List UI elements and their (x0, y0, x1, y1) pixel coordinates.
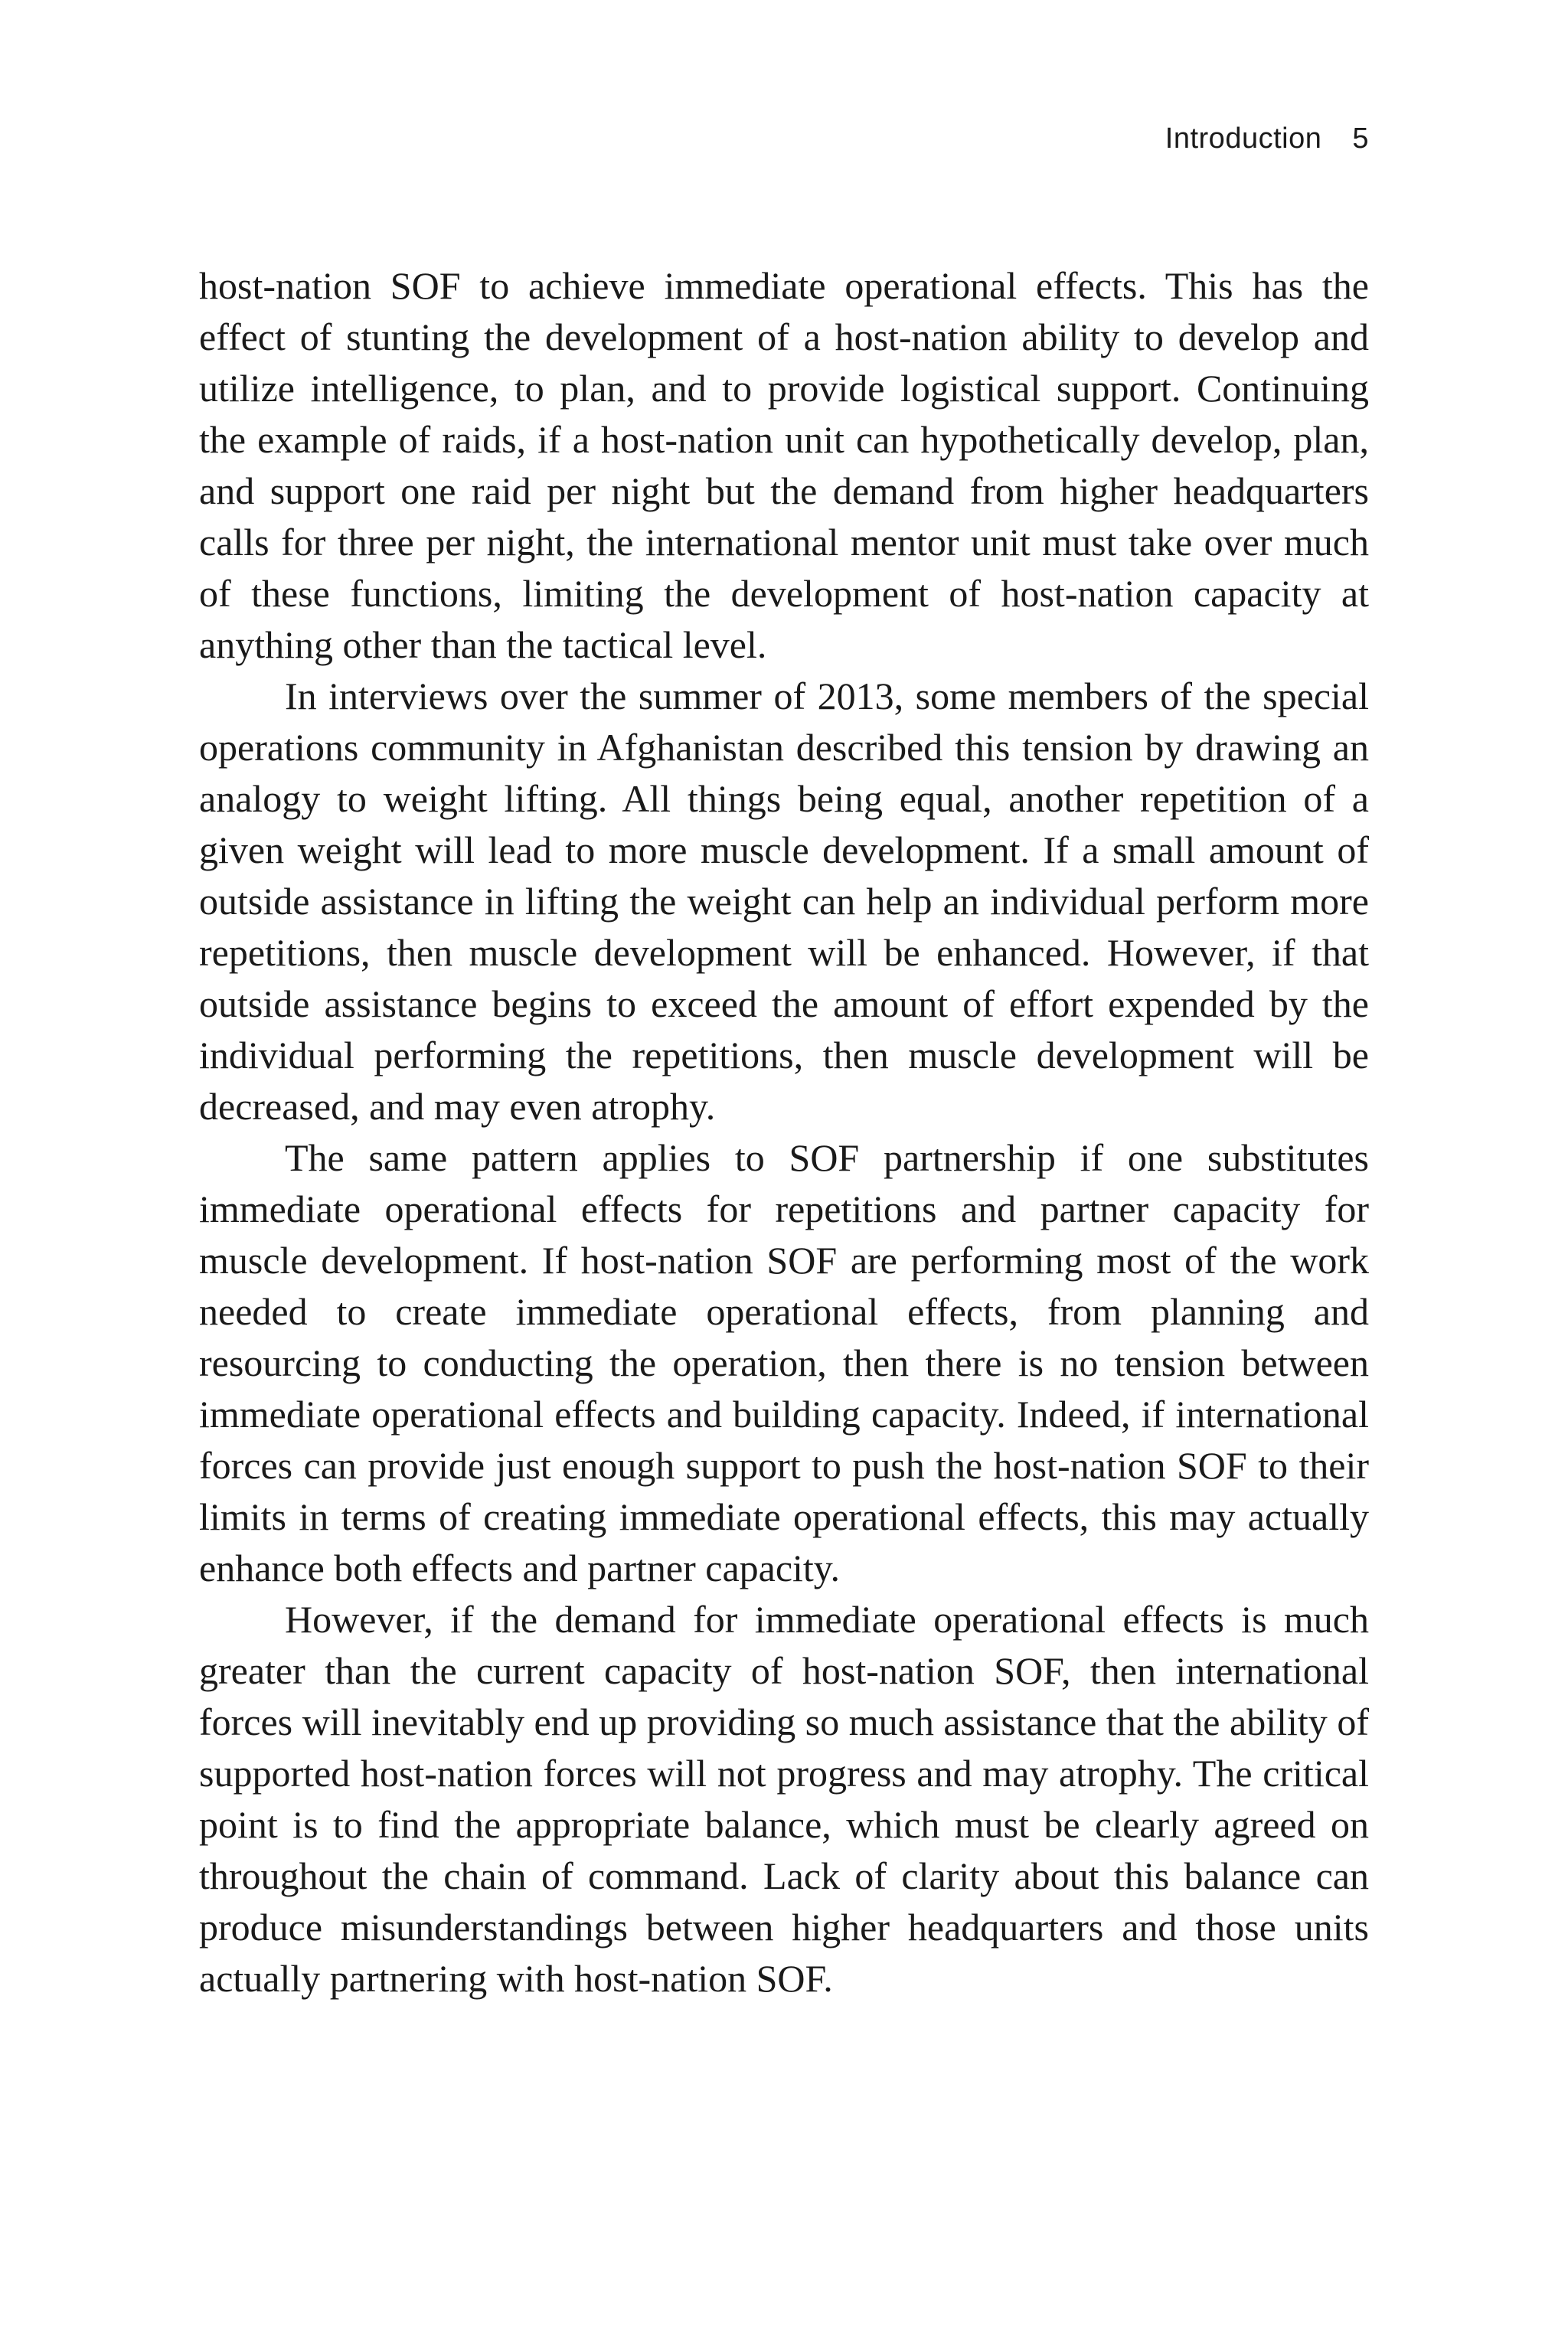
paragraph-1: host-nation SOF to achieve immediate operational effects. This has the effect of stunting the development of a host-nation ability to develop and utilize intelligence, to plan, and to provide logistical support. Continuing the example of raids, if a host-nation unit can hypothetically develop, plan, and support one raid per night but the demand from higher headquarters calls for three per night, the international mentor unit must take over much of these functions, limiting the development of host-nation capacity at anything other than the tactical level. (199, 264, 1369, 666)
body-text (199, 260, 1369, 2004)
section-title: Introduction (1165, 122, 1322, 155)
running-head (1165, 122, 1369, 155)
paragraph-2: In interviews over the summer of 2013, some members of the special operations community in Afghanistan described this tension by drawing an analogy to weight lifting. All things being equal, another repetition of a given weight will lead to more muscle development. If a small amount of outside assistance in lifting the weight can help an individual perform more repetitions, then muscle development will be enhanced. However, if that outside assistance begins to exceed the amount of effort expended by the individual performing the repetitions, then muscle development will be decreased, and may even atrophy. (199, 675, 1369, 1128)
paragraph-4: However, if the demand for immediate operational effects is much greater than the current capacity of host-nation SOF, then international forces will inevitably end up providing so much assistance that the ability of supported host-nation forces will not progress and may atrophy. The critical point is to find the appropriate balance, which must be clearly agreed on throughout the chain of command. Lack of clarity about this balance can produce misunderstandings between higher headquarters and those units actually partnering with host-nation SOF. (199, 1598, 1369, 2000)
page-number: 5 (1352, 122, 1369, 155)
paragraph-3: The same pattern applies to SOF partnership if one substitutes immediate operational effects for repetitions and partner capacity for muscle development. If host-nation SOF are performing most of the work needed to create immediate operational effects, from planning and resourcing to conducting the operation, then there is no tension between immediate operational effects and building capacity. Indeed, if international forces can provide just enough support to push the host-nation SOF to their limits in terms of creating immediate operational effects, this may actually enhance both effects and partner capacity. (199, 1136, 1369, 1589)
